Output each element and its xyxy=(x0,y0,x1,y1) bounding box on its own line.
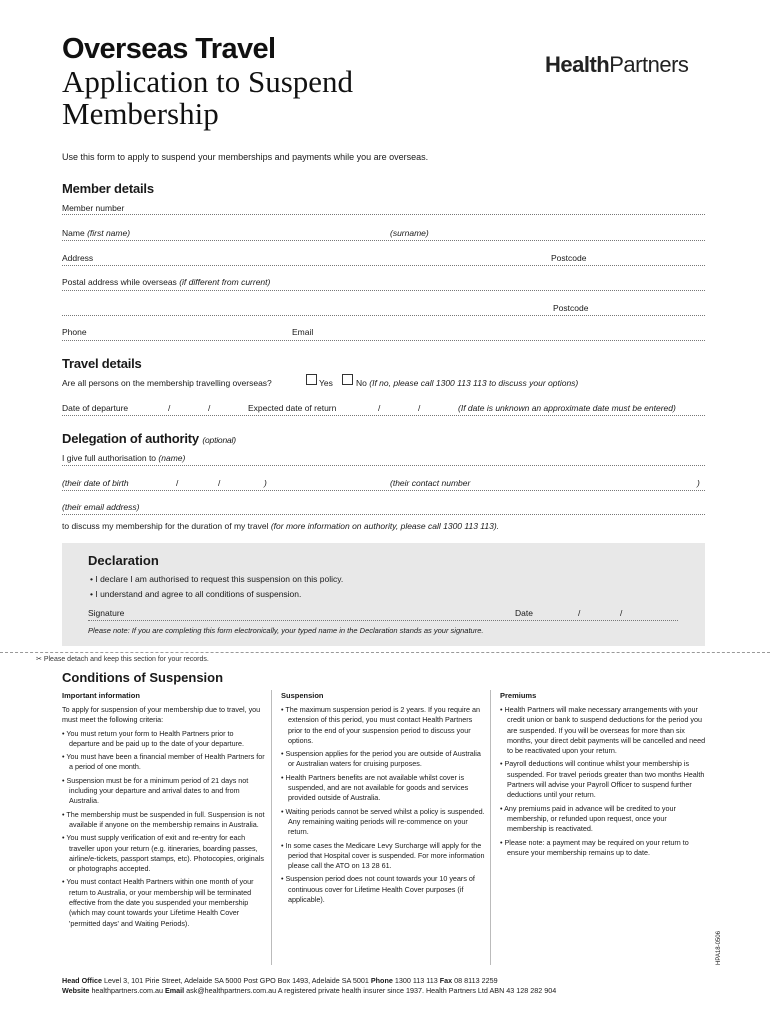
yes-checkbox[interactable] xyxy=(306,374,317,385)
list-item: • Payroll deductions will continue whilst your membership is suspended. For travel periods greater than two months Health Partners will advise your Payroll Officer to suspend further deductions until your return. xyxy=(500,759,705,800)
list-item: • You must return your form to Health Partners prior to departure and be paid up to the date of your departure. xyxy=(62,728,245,748)
no-checkbox[interactable] xyxy=(342,374,353,385)
footer-line-2: Website healthpartners.com.au Email ask@healthpartners.com.au A registered private health insurer since 1937. Health Partners Ltd ABN 43 128 282 904 xyxy=(62,986,557,995)
detach-line xyxy=(0,652,770,653)
logo-bold: Health xyxy=(545,52,610,77)
name-label: Name (first name) xyxy=(62,228,131,238)
address-label: Address xyxy=(62,253,94,263)
form-title: Overseas Travel xyxy=(62,33,276,65)
list-item: • Please note: a payment may be required on your return to ensure your membership remains up to date. xyxy=(500,837,689,857)
delegate-contact-label: (their contact number xyxy=(390,478,471,488)
return-label: Expected date of return xyxy=(248,403,337,413)
contact-close: ) xyxy=(697,478,700,488)
list-item: • You must contact Health Partners within one month of your return to Australia, or your membership will be terminated effective from the date you suspended your membership (which may count towards your Lifetime Health Cover 'permitted days' and Waiting Periods). xyxy=(62,877,254,928)
postal-overseas-field-2[interactable] xyxy=(62,315,705,316)
footer-line-1: Head Office Level 3, 101 Pirie Street, Adelaide SA 5000 Post GPO Box 1493, Adelaide SA 5001 Phone 1300 113 113 Fax 08 8113 2259 xyxy=(62,976,498,985)
important-info-intro: To apply for suspension of your membership due to travel, you must meet the following criteria: xyxy=(62,705,261,725)
list-item: • Suspension period does not count towards your 10 years of continuous cover for Lifetime Health Cover purposes (if applicable). xyxy=(281,874,475,905)
important-info-heading: Important information xyxy=(62,691,140,700)
logo-light: Partners xyxy=(609,52,689,77)
list-item: • You must supply verification of exit and re-entry for each traveller upon your return (e.g. itineraries, boarding passes, airline/e-tickets, passport stamps, etc). Photocopies, originals or photographs accepted. xyxy=(62,833,264,874)
postal-overseas-label: Postal address while overseas (if different from current) xyxy=(62,277,271,287)
departure-slash-2: / xyxy=(208,403,211,413)
date-note: (If date is unknown an approximate date must be entered) xyxy=(458,403,676,413)
decl-slash-1: / xyxy=(578,608,581,618)
list-item: • Any premiums paid in advance will be credited to your membership, or refunded upon request, once your membership is reactivated. xyxy=(500,803,676,834)
authorise-label: I give full authorisation to (name) xyxy=(62,453,186,463)
form-code: HPA18-0506 xyxy=(716,931,722,965)
detach-text: ✂ Please detach and keep this section for your records. xyxy=(36,656,209,663)
postcode-label: Postcode xyxy=(551,253,587,263)
list-item: • Health Partners benefits are not available whilst cover is suspended, and are not available for goods and services provided outside of Australia. xyxy=(281,772,469,803)
important-info-column xyxy=(62,705,266,932)
premiums-column xyxy=(500,705,706,861)
scissors-icon: ✂ xyxy=(36,656,42,663)
delegate-dob-contact-field[interactable] xyxy=(62,490,705,491)
suspension-column xyxy=(281,705,485,908)
return-slash-2: / xyxy=(418,403,421,413)
list-item: • In some cases the Medicare Levy Surcharge will apply for the period that Hospital cover is suspended. For more information please call the ATO on 13 28 61. xyxy=(281,840,485,871)
member-number-label: Member number xyxy=(62,203,125,213)
return-slash-1: / xyxy=(378,403,381,413)
travel-details-heading: Travel details xyxy=(62,356,142,371)
declaration-heading: Declaration xyxy=(88,553,159,568)
premiums-heading: Premiums xyxy=(500,691,537,700)
departure-slash-1: / xyxy=(168,403,171,413)
postal-overseas-field[interactable] xyxy=(62,290,705,291)
conditions-heading: Conditions of Suspension xyxy=(62,670,224,685)
declaration-note: Please note: If you are completing this form electronically, your typed name in the Declaration stands as your signature. xyxy=(88,626,484,635)
list-item: • Waiting periods cannot be served whilst a policy is suspended. Any remaining waiting periods will re-commence on your return. xyxy=(281,806,485,837)
authorised-name-field[interactable] xyxy=(62,465,705,466)
dob-slash-2: / xyxy=(218,478,221,488)
signature-label: Signature xyxy=(88,608,125,618)
list-item: • The maximum suspension period is 2 years. If you require an extension of this period, you must contact Health Partners prior to the end of your suspension period to discuss your options. xyxy=(281,705,480,745)
delegate-email-label: (their email address) xyxy=(62,502,140,512)
declaration-bullet-1: • I declare I am authorised to request this suspension on this policy. xyxy=(90,574,344,584)
travel-dates-field[interactable] xyxy=(62,415,705,416)
travelling-question: Are all persons on the membership travelling overseas? xyxy=(62,378,272,388)
member-details-heading: Member details xyxy=(62,181,154,196)
surname-label: (surname) xyxy=(390,228,429,238)
signature-field[interactable] xyxy=(88,620,678,621)
phone-label: Phone xyxy=(62,327,87,337)
list-item: • Suspension applies for the period you are outside of Australia or Australian waters for cruising purposes. xyxy=(281,749,481,769)
member-number-field[interactable] xyxy=(62,214,705,215)
column-divider-1 xyxy=(271,690,272,965)
intro-text: Use this form to apply to suspend your memberships and payments while you are overseas. xyxy=(62,152,429,162)
address-field[interactable] xyxy=(62,265,705,266)
form-subtitle: Application to Suspend Membership xyxy=(62,64,354,131)
declaration-date-label: Date xyxy=(515,608,533,618)
list-item: • Suspension must be for a minimum period of 21 days not including your departure and arrival dates to and from Australia. xyxy=(62,775,249,806)
declaration-bullet-2: • I understand and agree to all conditions of suspension. xyxy=(90,589,302,599)
no-label: No (If no, please call 1300 113 113 to discuss your options) xyxy=(356,378,579,388)
name-field[interactable] xyxy=(62,240,705,241)
dob-slash-1: / xyxy=(176,478,179,488)
column-divider-2 xyxy=(490,690,491,965)
list-item: • You must have been a financial member of Health Partners for a period of one month. xyxy=(62,752,265,772)
health-partners-logo xyxy=(545,52,688,78)
phone-email-field[interactable] xyxy=(62,340,705,341)
postcode2-label: Postcode xyxy=(553,303,589,313)
list-item: • Health Partners will make necessary arrangements with your credit union or bank to suspend deductions for the period you are suspended. If you will be overseas for more than six months, your direct debit payments will be cancelled and need to be reactivated upon your return. xyxy=(500,705,706,756)
list-item: • The membership must be suspended in full. Suspension is not available if anyone on the membership remains in Australia. xyxy=(62,809,265,829)
delegate-dob-label: (their date of birth xyxy=(62,478,129,488)
departure-label: Date of departure xyxy=(62,403,129,413)
delegate-email-field[interactable] xyxy=(62,514,705,515)
suspension-heading: Suspension xyxy=(281,691,324,700)
yes-label: Yes xyxy=(319,378,333,388)
discuss-text: to discuss my membership for the duration of my travel (for more information on authority, please call 1300 113 113). xyxy=(62,521,500,531)
delegation-heading: Delegation of authority (optional) xyxy=(62,431,236,446)
dob-close: ) xyxy=(264,478,267,488)
decl-slash-2: / xyxy=(620,608,623,618)
email-label: Email xyxy=(292,327,314,337)
